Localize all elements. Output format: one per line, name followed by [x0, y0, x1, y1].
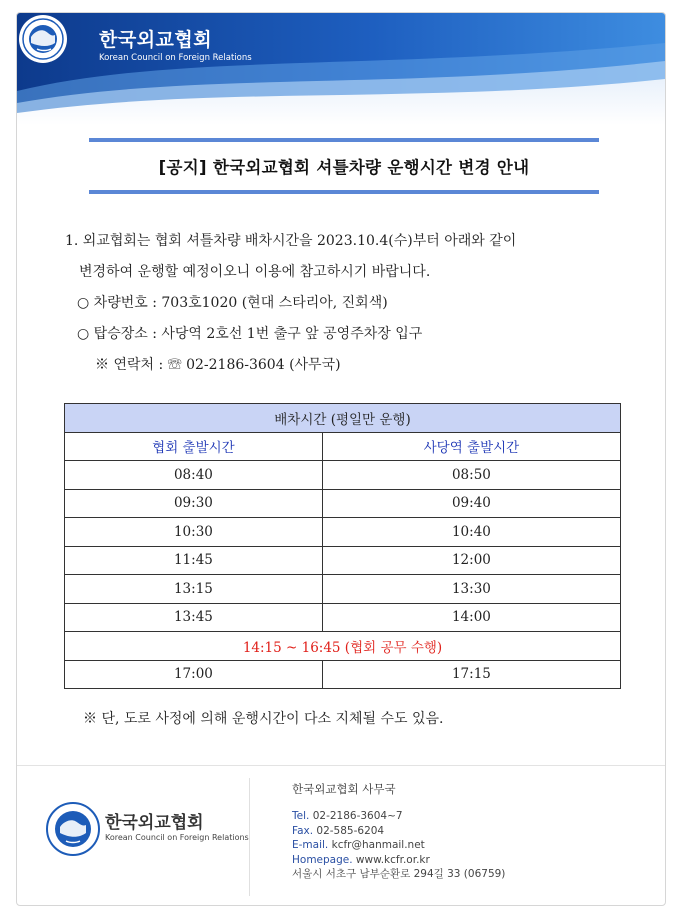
time-cell: 10:40 [322, 518, 620, 547]
time-cell: 13:30 [322, 575, 620, 604]
schedule-header: 배차시간 (평일만 운행) [65, 404, 621, 433]
homepage-line [292, 853, 505, 868]
table-row [65, 660, 621, 689]
time-cell: 13:45 [65, 603, 323, 632]
fax-value: 02-585-6204 [316, 824, 385, 837]
column-header-kcfr: 협회 출발시간 [65, 432, 323, 461]
contact-info: ※ 연락처 : ☏ 02-2186-3604 (사무국) [95, 357, 341, 373]
table-row [65, 404, 621, 433]
footer-logo-icon [45, 801, 101, 857]
table-row [65, 461, 621, 490]
notice-body [65, 226, 635, 381]
header-banner [17, 13, 665, 125]
notice-paragraph-line1: 1. 외교협회는 협회 셔틀차량 배차시간을 2023.10.4(수)부터 아래와 같이 [65, 233, 517, 249]
email-frame [16, 12, 666, 906]
office-name: 한국외교협회 사무국 [292, 782, 396, 796]
fax-label: Fax. [292, 824, 314, 837]
footer-separator [249, 778, 250, 896]
homepage-value[interactable]: www.kcfr.or.kr [355, 853, 430, 866]
title-block [89, 138, 599, 194]
notice-paragraph-line2: 변경하여 운행할 예정이오니 이용에 참고하시기 바랍니다. [79, 264, 431, 280]
kcfr-logo-icon [17, 13, 69, 65]
time-cell: 10:30 [65, 518, 323, 547]
schedule-table [64, 403, 621, 689]
break-note: 14:15 ~ 16:45 (협회 공무 수행) [65, 632, 621, 661]
tel-line [292, 809, 505, 824]
footer-brand-en: Korean Council on Foreign Relations [105, 833, 249, 842]
brand-name-ko: 한국외교협회 [99, 29, 213, 51]
title-rule-bottom [89, 190, 599, 194]
time-cell: 17:15 [322, 660, 620, 689]
table-row [65, 575, 621, 604]
table-row [65, 632, 621, 661]
tel-value: 02-2186-3604~7 [312, 810, 403, 822]
time-cell: 09:40 [322, 489, 620, 518]
time-cell: 17:00 [65, 660, 323, 689]
column-header-sadang: 사당역 출발시간 [322, 432, 620, 461]
email-value[interactable]: kcfr@hanmail.net [331, 839, 425, 851]
homepage-label: Homepage. [292, 853, 353, 866]
fax-line [292, 824, 505, 839]
vehicle-info: ○ 차량번호 : 703호1020 (현대 스타리아, 진회색) [77, 295, 388, 311]
tel-label: Tel. [292, 810, 310, 822]
table-row [65, 489, 621, 518]
delay-footnote: ※ 단, 도로 사정에 의해 운행시간이 다소 지체될 수도 있음. [83, 711, 444, 727]
brand-name-en: Korean Council on Foreign Relations [99, 53, 252, 63]
notice-title: [공지] 한국외교협회 셔틀차량 운행시간 변경 안내 [158, 158, 530, 177]
table-row [65, 603, 621, 632]
time-cell: 12:00 [322, 546, 620, 575]
contact-block [292, 809, 505, 882]
time-cell: 09:30 [65, 489, 323, 518]
address: 서울시 서초구 남부순환로 294길 33 (06759) [292, 868, 506, 880]
footer-brand-ko: 한국외교협회 [105, 813, 204, 833]
email-line [292, 838, 505, 853]
table-row [65, 518, 621, 547]
time-cell: 13:15 [65, 575, 323, 604]
footer-divider [17, 765, 665, 766]
table-row [65, 432, 621, 461]
time-cell: 08:40 [65, 461, 323, 490]
time-cell: 14:00 [322, 603, 620, 632]
time-cell: 08:50 [322, 461, 620, 490]
table-row [65, 546, 621, 575]
boarding-location: ○ 탑승장소 : 사당역 2호선 1번 출구 앞 공영주차장 입구 [77, 326, 423, 342]
email-label: E-mail. [292, 839, 329, 851]
time-cell: 11:45 [65, 546, 323, 575]
